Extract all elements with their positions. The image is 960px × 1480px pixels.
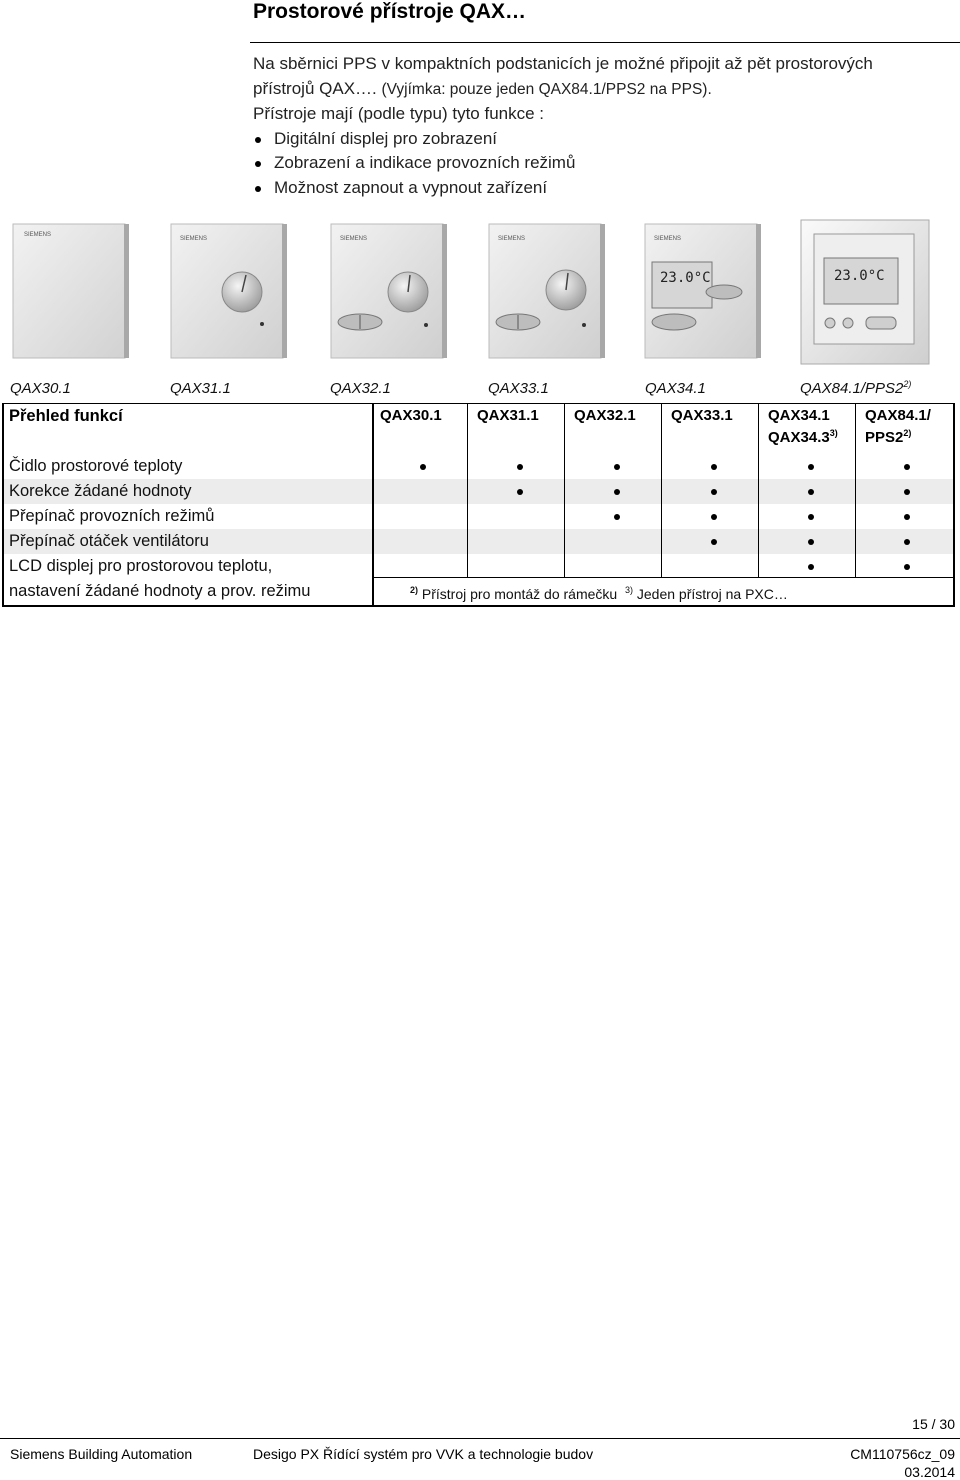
feature-dot [711,464,717,470]
feature-dot [614,464,620,470]
mark-cell [471,454,568,479]
feature-dot [904,539,910,545]
table-footnotes: $^{2)}$ Přístroj pro montáž do rámečku $^{3)}$ Jeden přístroj na PXC… [410,585,788,602]
feature-dot [808,464,814,470]
device-caption-qax84: QAX84.1/PPS2$^{2)}$ [800,379,912,397]
footer-document-title: Desigo PX Řídící systém pro VVK a technologie budov [253,1446,594,1462]
intro-line-1: Na sběrnici PPS v kompaktních podstanicích je možné připojit až pět prostorových [253,54,873,73]
feature-dot [614,514,620,520]
column-header: QAX34.1 QAX34.3$^{3)}$ [768,407,838,446]
table-title: Přehled funkcí [9,407,123,425]
row-label: Přepínač otáček ventilátoru [2,529,374,554]
brand-label: SIEMENS [498,236,526,242]
mark-cell [762,554,859,579]
device-caption: QAX31.1 [170,380,231,397]
feature-dot [711,514,717,520]
intro-text [253,52,953,200]
mark-cell [859,454,955,479]
footnote-2: Přístroj pro montáž do rámečku [421,586,618,602]
feature-dot [904,514,910,520]
lcd-readout: 23.0°C [834,268,885,284]
device-image-qax32 [330,222,448,362]
mark-cell [859,504,955,529]
footer-divider [0,1438,960,1439]
mark-cell [859,479,955,504]
row-label: Přepínač provozních režimů [9,507,215,525]
feature-dot [808,564,814,570]
feature-item: Zobrazení a indikace provozních režimů [253,151,953,176]
mark-cell [665,504,762,529]
table-row [2,554,955,579]
brand-label: SIEMENS [340,236,368,242]
column-header: QAX84.1/ PPS2$^{2)}$ [865,407,931,446]
table-row [2,454,955,479]
row-label: Korekce žádané hodnoty [2,479,374,504]
feature-dot [808,539,814,545]
mark-cell [471,529,568,554]
table-header-row [2,403,955,454]
mark-cell [374,504,471,529]
device-image-qax34 [644,222,762,362]
mark-cell [762,529,859,554]
mark-cell [665,479,762,504]
device-caption: QAX30.1 [10,380,71,397]
column-header: QAX33.1 [671,407,733,424]
mark-cell [859,554,955,579]
mark-cell [568,479,665,504]
mark-cell [762,504,859,529]
mark-cell [568,554,665,579]
mark-cell [374,454,471,479]
table-row [2,479,955,504]
feature-dot [517,464,523,470]
mark-cell [859,529,955,554]
device-image-qax31 [170,222,288,362]
brand-label: SIEMENS [654,236,682,242]
feature-dot [711,539,717,545]
mark-cell [762,454,859,479]
mark-cell [374,529,471,554]
page-title: Prostorové přístroje QAX… [253,0,527,23]
table-row [2,529,955,554]
table-row [2,504,955,529]
feature-dot [420,464,426,470]
feature-list [253,127,953,201]
feature-dot [904,464,910,470]
column-header: QAX31.1 [477,407,539,424]
footnote-3: Jeden přístroj na PXC… [636,586,788,602]
device-image-qax33 [488,222,606,362]
mark-cell [374,554,471,579]
mark-cell [568,529,665,554]
title-divider [250,42,960,43]
footer-date: 03.2014 [904,1464,955,1480]
mark-cell [762,479,859,504]
device-image-qax84 [800,218,934,368]
row-label: Čidlo prostorové teploty [9,457,183,475]
feature-dot [711,489,717,495]
device-caption: QAX33.1 [488,380,549,397]
device-captions [0,380,960,402]
feature-dot [614,489,620,495]
feature-item: Digitální displej pro zobrazení [253,127,953,152]
mark-cell [568,504,665,529]
mark-cell [471,479,568,504]
feature-dot [808,514,814,520]
device-caption: QAX32.1 [330,380,391,397]
mark-cell [374,479,471,504]
column-header: QAX30.1 [380,407,442,424]
feature-dot [808,489,814,495]
feature-item: Možnost zapnout a vypnout zařízení [253,176,953,201]
mark-cell [471,504,568,529]
column-header: QAX32.1 [574,407,636,424]
feature-dot [517,489,523,495]
mark-cell [665,529,762,554]
brand-label: SIEMENS [24,232,52,238]
mark-cell [665,454,762,479]
lcd-readout: 23.0°C [660,270,711,286]
page-number: 15 / 30 [912,1416,955,1432]
footer-document-code: CM110756cz_09 [850,1446,955,1462]
device-caption: QAX34.1 [645,380,706,397]
row-label: nastavení žádané hodnoty a prov. režimu [9,582,311,600]
row-label: LCD displej pro prostorovou teplotu, [9,557,273,575]
device-image-qax30 [12,222,130,362]
mark-cell [471,554,568,579]
feature-dot [904,564,910,570]
mark-cell [568,454,665,479]
mark-cell [665,554,762,579]
intro-line-2: přístrojů QAX…. (Vyjímka: pouze jeden QAX84.1/PPS2 na PPS). [253,78,712,98]
intro-line-3: Přístroje mají (podle typu) tyto funkce : [253,104,545,123]
feature-dot [904,489,910,495]
footer-company: Siemens Building Automation [10,1446,193,1462]
function-overview-table [2,403,955,604]
brand-label: SIEMENS [180,236,208,242]
